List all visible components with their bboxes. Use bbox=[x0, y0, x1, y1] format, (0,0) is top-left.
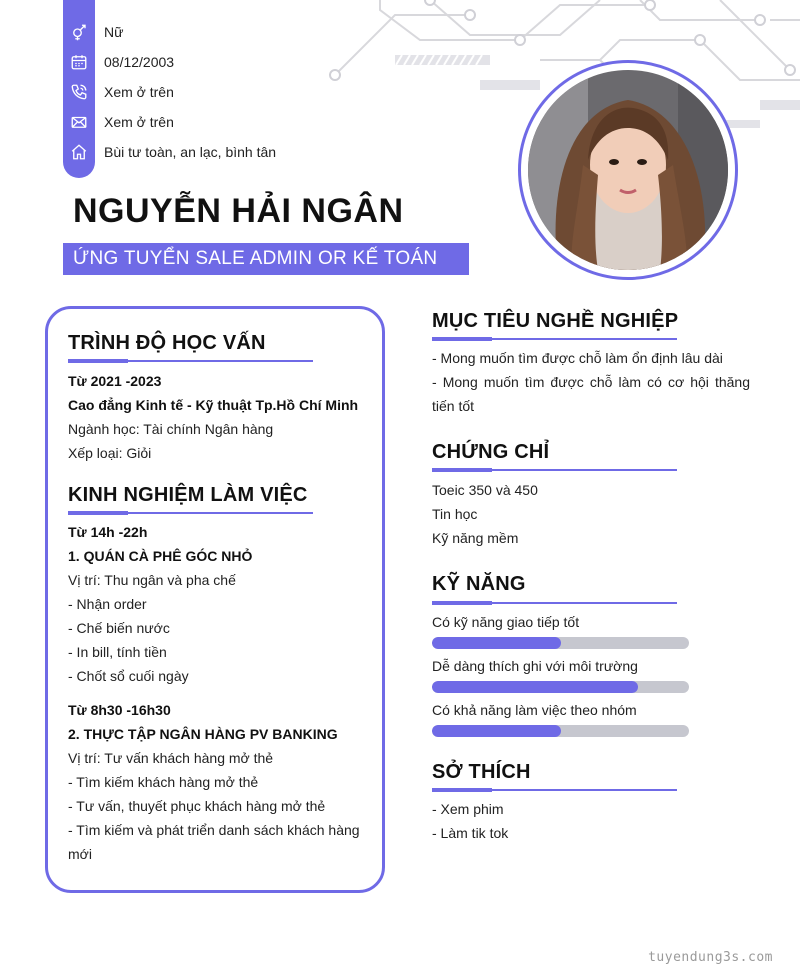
job-line: - Tìm kiếm và phát triển danh sách khách hàng bbox=[68, 822, 360, 838]
avatar-frame bbox=[518, 60, 738, 280]
objective-line: - Mong muốn tìm được chỗ làm ổn định lâu dài bbox=[432, 350, 723, 366]
phone-icon bbox=[68, 81, 90, 103]
phone-text: Xem ở trên bbox=[104, 84, 174, 100]
job-company: 1. QUÁN CÀ PHÊ GÓC NHỎ bbox=[68, 548, 253, 564]
education-school: Cao đẳng Kinh tế - Kỹ thuật Tp.Hồ Chí Minh bbox=[68, 397, 359, 413]
hobby-item: - Làm tik tok bbox=[432, 825, 509, 841]
certificate-item: Tin học bbox=[432, 506, 478, 522]
email-icon bbox=[68, 111, 90, 133]
hobby-item: - Xem phim bbox=[432, 801, 504, 817]
job-period: Từ 8h30 -16h30 bbox=[68, 702, 171, 718]
hobbies-underline bbox=[432, 789, 677, 791]
skill-bar-fill bbox=[432, 681, 638, 693]
skill-label: Có kỹ năng giao tiếp tốt bbox=[432, 614, 580, 630]
education-title: TRÌNH ĐỘ HỌC VẤN bbox=[68, 332, 266, 354]
avatar bbox=[528, 70, 728, 270]
education-grade: Xếp loại: Giỏi bbox=[68, 445, 152, 461]
gender-text: Nữ bbox=[104, 24, 124, 40]
certificate-item: Kỹ năng mềm bbox=[432, 530, 519, 546]
birthday-text: 08/12/2003 bbox=[104, 54, 175, 70]
skill-bar-fill bbox=[432, 725, 561, 737]
job-line: - Nhận order bbox=[68, 596, 147, 612]
job-line: - Tìm kiếm khách hàng mở thẻ bbox=[68, 774, 259, 790]
hobbies-title: SỞ THÍCH bbox=[432, 761, 531, 783]
experience-title: KINH NGHIỆM LÀM VIỆC bbox=[68, 484, 308, 506]
skill-bar bbox=[432, 637, 689, 649]
certificate-item: Toeic 350 và 450 bbox=[432, 482, 538, 498]
email-text: Xem ở trên bbox=[104, 114, 174, 130]
skill-label: Có khả năng làm việc theo nhóm bbox=[432, 702, 637, 718]
skill-bar-fill bbox=[432, 637, 561, 649]
candidate-name: NGUYỄN HẢI NGÂN bbox=[73, 192, 404, 230]
job-company: 2. THỰC TẬP NGÂN HÀNG PV BANKING bbox=[68, 726, 338, 742]
objective-title: MỤC TIÊU NGHỀ NGHIỆP bbox=[432, 310, 679, 332]
job-line: Vị trí: Thu ngân và pha chế bbox=[68, 572, 236, 588]
job-line: - Chốt sổ cuối ngày bbox=[68, 668, 189, 684]
job-line: mới bbox=[68, 846, 92, 862]
skill-bar bbox=[432, 681, 689, 693]
objective-line: tiến tốt bbox=[432, 398, 475, 414]
certificates-title: CHỨNG CHỈ bbox=[432, 441, 550, 463]
job-period: Từ 14h -22h bbox=[68, 524, 148, 540]
job-line: - In bill, tính tiền bbox=[68, 644, 167, 660]
experience-underline bbox=[68, 512, 313, 514]
address-text: Bùi tư toàn, an lạc, bình tân bbox=[104, 144, 277, 160]
position-title: ỨNG TUYỂN SALE ADMIN OR KẾ TOÁN bbox=[73, 248, 438, 269]
calendar-icon bbox=[68, 51, 90, 73]
footer-watermark: tuyendung3s.com bbox=[648, 950, 773, 965]
skill-bar bbox=[432, 725, 689, 737]
job-line: - Chế biến nước bbox=[68, 620, 170, 636]
skills-title: KỸ NĂNG bbox=[432, 573, 526, 595]
objective-line: - Mong muốn tìm được chỗ làm có cơ hội thăng bbox=[432, 374, 750, 390]
education-major: Ngành học: Tài chính Ngân hàng bbox=[68, 421, 274, 437]
job-line: - Tư vấn, thuyết phục khách hàng mở thẻ bbox=[68, 798, 326, 814]
home-icon bbox=[68, 141, 90, 163]
job-line: Vị trí: Tư vấn khách hàng mở thẻ bbox=[68, 750, 274, 766]
objective-underline bbox=[432, 338, 677, 340]
skill-label: Dễ dàng thích ghi với môi trường bbox=[432, 658, 638, 674]
position-band bbox=[63, 243, 469, 275]
skills-underline bbox=[432, 602, 677, 604]
education-period: Từ 2021 -2023 bbox=[68, 373, 162, 389]
certificates-underline bbox=[432, 469, 677, 471]
gender-icon bbox=[68, 21, 90, 43]
education-underline bbox=[68, 360, 313, 362]
